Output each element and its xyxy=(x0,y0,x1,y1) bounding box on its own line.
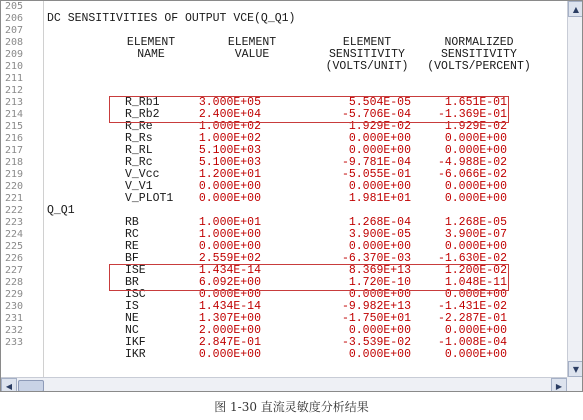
highlight-box-bf-ise xyxy=(109,264,509,291)
scroll-down-icon[interactable]: ▼ xyxy=(568,361,583,377)
element-value: 0.000E+00 xyxy=(198,180,261,193)
output-content xyxy=(47,1,567,377)
element-value: 1.434E-14 xyxy=(198,264,261,277)
figure-caption: 图 1-30 直流灵敏度分析结果 xyxy=(214,400,369,414)
line-number: 206 xyxy=(5,13,24,24)
group-label: Q_Q1 xyxy=(47,204,75,217)
header-col4-line3: (VOLTS/PERCENT) xyxy=(427,60,531,73)
header-col3-line1: ELEMENT xyxy=(342,36,392,49)
header-line-3 xyxy=(47,61,567,73)
element-sensitivity: 0.000E+00 xyxy=(348,240,411,253)
element-value: 2.847E-01 xyxy=(198,336,261,349)
element-sensitivity: 1.720E-10 xyxy=(348,276,411,289)
line-number: 219 xyxy=(5,169,24,180)
normalized-sensitivity: -1.369E-01 xyxy=(437,108,507,121)
line-number: 224 xyxy=(5,229,24,240)
element-value: 1.200E+01 xyxy=(198,168,261,181)
element-sensitivity: 0.000E+00 xyxy=(348,348,411,361)
element-value: 1.000E+00 xyxy=(198,228,261,241)
element-sensitivity: 0.000E+00 xyxy=(348,132,411,145)
header-col2-line2: VALUE xyxy=(234,48,270,61)
normalized-sensitivity: 0.000E+00 xyxy=(444,144,507,157)
normalized-sensitivity: -1.008E-04 xyxy=(437,336,507,349)
element-value: 6.092E+00 xyxy=(198,276,261,289)
normalized-sensitivity: 0.000E+00 xyxy=(444,192,507,205)
header-col3-line2: SENSITIVITY xyxy=(329,48,405,61)
normalized-sensitivity: 0.000E+00 xyxy=(444,180,507,193)
header-col2-line1: ELEMENT xyxy=(227,36,277,49)
line-number: 220 xyxy=(5,181,24,192)
element-value: 0.000E+00 xyxy=(198,348,261,361)
normalized-sensitivity: -1.630E-02 xyxy=(437,252,507,265)
normalized-sensitivity: -6.066E-02 xyxy=(437,168,507,181)
normalized-sensitivity: 0.000E+00 xyxy=(444,324,507,337)
scroll-right-icon[interactable]: ▶ xyxy=(551,378,567,392)
line-number: 213 xyxy=(5,97,24,108)
line-number: 216 xyxy=(5,133,24,144)
line-number: 217 xyxy=(5,145,24,156)
normalized-sensitivity: 0.000E+00 xyxy=(444,132,507,145)
element-value: 1.000E+02 xyxy=(198,132,261,145)
line-number: 211 xyxy=(5,73,24,84)
line-number: 223 xyxy=(5,217,24,228)
element-name: V_V1 xyxy=(125,180,153,193)
vertical-scrollbar[interactable] xyxy=(567,1,583,377)
line-number: 207 xyxy=(5,25,24,36)
line-number: 208 xyxy=(5,37,24,48)
element-sensitivity: 5.504E-05 xyxy=(348,96,411,109)
line-number: 205 xyxy=(5,1,24,12)
line-number: 230 xyxy=(5,301,24,312)
table-row xyxy=(47,349,567,361)
element-value: 1.000E+01 xyxy=(198,216,261,229)
line-number: 221 xyxy=(5,193,24,204)
element-name: R_Rb1 xyxy=(125,96,160,109)
line-number: 225 xyxy=(5,241,24,252)
element-sensitivity: -6.370E-03 xyxy=(341,252,411,265)
element-value: 3.000E+05 xyxy=(198,96,261,109)
line-number: 214 xyxy=(5,109,24,120)
element-sensitivity: 0.000E+00 xyxy=(348,288,411,301)
element-name: ISC xyxy=(125,288,146,301)
element-sensitivity: 1.981E+01 xyxy=(348,192,411,205)
normalized-sensitivity: 0.000E+00 xyxy=(444,240,507,253)
element-name: R_Rc xyxy=(125,156,153,169)
table-row xyxy=(47,193,567,205)
element-value: 5.100E+03 xyxy=(198,156,261,169)
element-sensitivity: 0.000E+00 xyxy=(348,180,411,193)
element-sensitivity: 0.000E+00 xyxy=(348,324,411,337)
normalized-sensitivity: 1.651E-01 xyxy=(444,96,507,109)
element-value: 0.000E+00 xyxy=(198,288,261,301)
line-number: 227 xyxy=(5,265,24,276)
element-sensitivity: 3.900E-05 xyxy=(348,228,411,241)
element-value: 0.000E+00 xyxy=(198,240,261,253)
element-value: 1.000E+02 xyxy=(198,120,261,133)
line-number: 209 xyxy=(5,49,24,60)
element-value: 2.400E+04 xyxy=(198,108,261,121)
element-name: RC xyxy=(125,228,139,241)
element-sensitivity: -9.781E-04 xyxy=(341,156,411,169)
element-sensitivity: 1.268E-04 xyxy=(348,216,411,229)
line-number-gutter xyxy=(1,1,44,377)
element-value: 1.307E+00 xyxy=(198,312,261,325)
line-number: 222 xyxy=(5,205,24,216)
element-value: 2.559E+02 xyxy=(198,252,261,265)
line-number: 229 xyxy=(5,289,24,300)
element-sensitivity: 8.369E+13 xyxy=(348,264,411,277)
normalized-sensitivity: 0.000E+00 xyxy=(444,348,507,361)
element-sensitivity: -9.982E+13 xyxy=(341,300,411,313)
element-name: IKR xyxy=(125,348,146,361)
normalized-sensitivity: 1.048E-11 xyxy=(444,276,507,289)
scroll-left-icon[interactable]: ◀ xyxy=(1,378,17,392)
header-col4-line1: NORMALIZED xyxy=(444,36,514,49)
element-name: BR xyxy=(125,276,139,289)
element-sensitivity: -5.706E-04 xyxy=(341,108,411,121)
element-value: 0.000E+00 xyxy=(198,192,261,205)
element-sensitivity: 0.000E+00 xyxy=(348,144,411,157)
element-name: RE xyxy=(125,240,139,253)
highlight-box-rb xyxy=(109,96,509,123)
element-sensitivity: -1.750E+01 xyxy=(341,312,411,325)
output-title: DC SENSITIVITIES OF OUTPUT VCE(Q_Q1) xyxy=(47,12,296,25)
element-name: NE xyxy=(125,312,139,325)
normalized-sensitivity: 0.000E+00 xyxy=(444,288,507,301)
element-value: 5.100E+03 xyxy=(198,144,261,157)
horizontal-scrollbar[interactable] xyxy=(1,377,567,392)
element-name: BF xyxy=(125,252,139,265)
element-value: 1.434E-14 xyxy=(198,300,261,313)
line-number: 228 xyxy=(5,277,24,288)
element-name: V_Vcc xyxy=(125,168,160,181)
element-value: 2.000E+00 xyxy=(198,324,261,337)
normalized-sensitivity: -4.988E-02 xyxy=(437,156,507,169)
normalized-sensitivity: 1.268E-05 xyxy=(444,216,507,229)
line-number: 212 xyxy=(5,85,24,96)
element-name: ISE xyxy=(125,264,146,277)
element-sensitivity: -3.539E-02 xyxy=(341,336,411,349)
element-name: NC xyxy=(125,324,139,337)
element-name: R_RL xyxy=(125,144,153,157)
header-col1-line2: NAME xyxy=(137,48,165,61)
line-number: 232 xyxy=(5,325,24,336)
element-name: R_Re xyxy=(125,120,153,133)
header-col3-line3: (VOLTS/UNIT) xyxy=(325,60,409,73)
line-number: 233 xyxy=(5,337,24,348)
element-name: RB xyxy=(125,216,139,229)
element-sensitivity: -5.055E-01 xyxy=(341,168,411,181)
header-col4-line2: SENSITIVITY xyxy=(441,48,517,61)
normalized-sensitivity: 3.900E-07 xyxy=(444,228,507,241)
normalized-sensitivity: 1.200E-02 xyxy=(444,264,507,277)
element-name: R_Rb2 xyxy=(125,108,160,121)
normalized-sensitivity: 1.929E-02 xyxy=(444,120,507,133)
line-number: 215 xyxy=(5,121,24,132)
line-number: 210 xyxy=(5,61,24,72)
element-name: V_PLOT1 xyxy=(125,192,174,205)
element-name: IS xyxy=(125,300,139,313)
scroll-up-icon[interactable]: ▲ xyxy=(568,1,583,17)
normalized-sensitivity: -1.431E-02 xyxy=(437,300,507,313)
horizontal-scroll-thumb[interactable] xyxy=(18,380,44,392)
line-number: 231 xyxy=(5,313,24,324)
scrollbar-corner xyxy=(567,377,583,392)
element-sensitivity: 1.929E-02 xyxy=(348,120,411,133)
element-name: R_Rs xyxy=(125,132,153,145)
line-number: 226 xyxy=(5,253,24,264)
header-col1-line1: ELEMENT xyxy=(126,36,176,49)
line-number: 218 xyxy=(5,157,24,168)
normalized-sensitivity: -2.287E-01 xyxy=(437,312,507,325)
element-name: IKF xyxy=(125,336,146,349)
